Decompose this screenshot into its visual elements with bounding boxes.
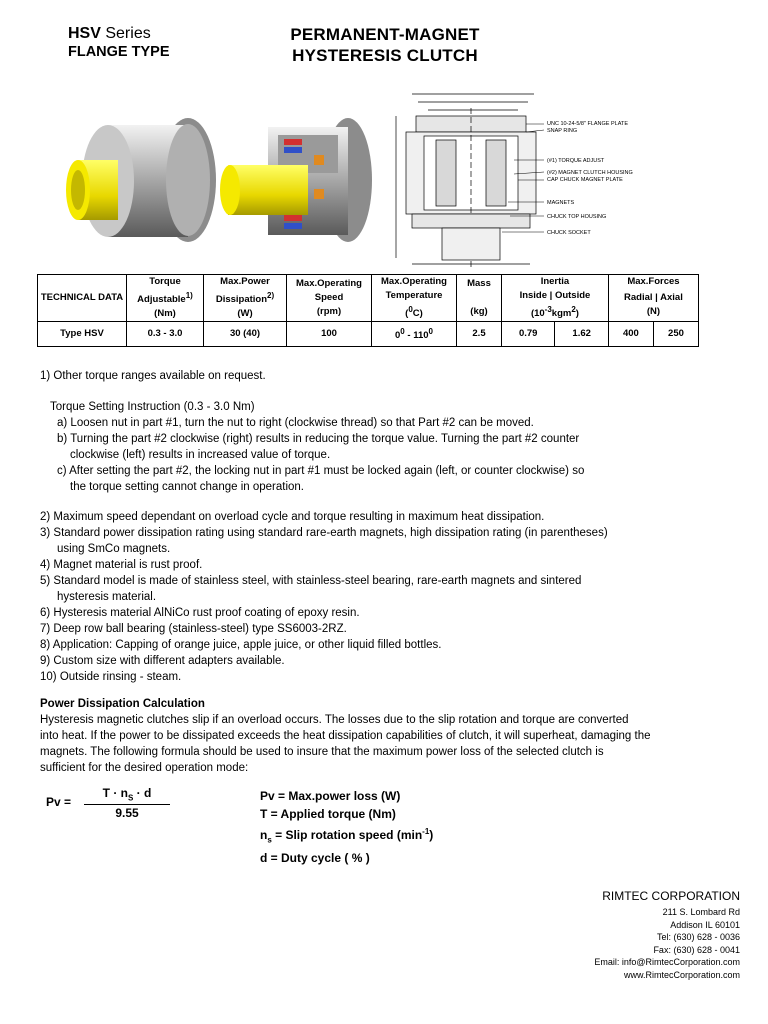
technical-drawing — [384, 88, 654, 270]
cell-torque: 0.3 - 3.0 — [127, 322, 204, 347]
power-para-2: into heat. If the power to be dissipated exceeds the heat dissipation capabilities of clutch, it will superheat, damaging the — [40, 730, 651, 742]
clutch-cutaway-photo — [218, 105, 378, 265]
col-temperature: Max.Operating Temperature ($^0$C) — [372, 275, 457, 322]
clutch-exterior-photo — [48, 105, 220, 265]
company-website[interactable]: www.RimtecCorporation.com — [623, 969, 740, 980]
power-title: Power Dissipation Calculation — [40, 698, 205, 710]
legend-ns: $n_s$ = Slip rotation speed $(\min^{-1})$ — [260, 827, 434, 845]
series-heading — [68, 24, 170, 62]
note-8: 8) Application: Capping of orange juice, apple juice, or other liquid filled bottles. — [40, 639, 442, 651]
formula-denominator: 9.55 — [115, 806, 139, 821]
legend-t: T = Applied torque (Nm) — [260, 807, 396, 821]
note-2: 2) Maximum speed dependant on overload cycle and torque resulting in maximum heat dissipation. — [40, 511, 545, 523]
note-7: 7) Deep row ball bearing (stainless-steel) type SS6003-2RZ. — [40, 623, 347, 635]
flange-type: FLANGE TYPE — [68, 44, 170, 60]
note-10: 10) Outside rinsing - steam. — [40, 671, 182, 683]
company-tel: Tel: (630) 628 - 0036 — [656, 932, 740, 942]
drawing-label-chuck-top: CHUCK TOP HOUSING — [547, 214, 607, 220]
title-line-2: HYSTERESIS CLUTCH — [292, 46, 478, 65]
company-address-1: 211 S. Lombard Rd — [662, 907, 740, 917]
drawing-label-flange: UNC 10-24-5/8" FLANGE PLATE — [547, 121, 629, 127]
note-3-cont: using SmCo magnets. — [57, 543, 171, 555]
col-speed: Max.Operating Speed (rpm) — [287, 275, 372, 322]
note-4: 4) Magnet material is rust proof. — [40, 559, 203, 571]
col-inertia: Inertia — [502, 275, 609, 290]
note-3: 3) Standard power dissipation rating using standard rare-earth magnets, high dissipation rating (in parentheses) — [40, 527, 608, 539]
page-title — [230, 24, 540, 66]
power-para-4: sufficient for the desired operation mode: — [40, 762, 249, 774]
cell-inertia-outside: 1.62 — [555, 322, 608, 347]
power-para-3: magnets. The following formula should be used to insure that the maximum power loss of the selected clutch is — [40, 746, 604, 758]
legend-pv: Pv = Max.power loss (W) — [260, 789, 401, 803]
formula-pv: Pv = — [46, 795, 72, 809]
formula-numerator: $T \cdot n_S \cdot d$ — [84, 786, 170, 805]
drawing-label-torque-adjust: (#1) TORQUE ADJUST — [547, 158, 605, 164]
cell-power: 30 (40) — [204, 322, 287, 347]
cell-temperature: $0^0 - 110^0$ — [372, 322, 457, 347]
setting-step-b-cont: clockwise (left) results in increased value of torque. — [70, 449, 331, 461]
note-6: 6) Hysteresis material AlNiCo rust proof coating of epoxy resin. — [40, 607, 360, 619]
col-torque: Torque Adjustable$^{1)}$ (Nm) — [127, 275, 204, 322]
note-1: 1) Other torque ranges available on request. — [40, 370, 266, 382]
formula-legend — [260, 787, 433, 867]
company-address-2: Addison IL 60101 — [670, 919, 740, 930]
drawing-label-housing: (#2) MAGNET CLUTCH HOUSING — [547, 170, 633, 176]
setting-step-b: b) Turning the part #2 clockwise (right) results in reducing the torque value. Turning the part #2 counter — [57, 433, 580, 445]
col-mass: Mass (kg) — [457, 275, 502, 322]
drawing-label-magnets: MAGNETS — [547, 200, 575, 206]
company-info — [594, 888, 740, 981]
series-suffix: Series — [105, 25, 151, 42]
series-name: HSV — [68, 25, 101, 42]
notes-section — [40, 368, 730, 685]
col-power: Max.Power Dissipation$^{2)}$ (W) — [204, 275, 287, 322]
company-email[interactable]: Email: info@RimtecCorporation.com — [594, 957, 740, 967]
torque-setting-title: Torque Setting Instruction (0.3 - 3.0 Nm) — [50, 401, 255, 413]
cell-mass: 2.5 — [457, 322, 502, 347]
setting-step-c-cont: the torque setting cannot change in operation. — [70, 481, 305, 493]
col-forces: Max.Forces — [608, 275, 698, 290]
power-para-1: Hysteresis magnetic clutches slip if an overload occurs. The losses due to the slip rotation and torque are converted — [40, 714, 629, 726]
col-technical-data: TECHNICAL DATA — [38, 275, 127, 322]
inertia-subheader: Inside | Outside $(10^{-3}kgm^2)$ — [502, 289, 609, 322]
setting-step-c: c) After setting the part #2, the locking nut in part #1 must be locked again (left, or counter clockwise) so — [57, 465, 585, 477]
company-name: RIMTEC CORPORATION — [602, 889, 740, 903]
note-5-cont: hysteresis material. — [57, 591, 157, 603]
note-9: 9) Custom size with different adapters available. — [40, 655, 285, 667]
company-fax: Fax: (630) 628 - 0041 — [653, 944, 740, 955]
formula-fraction — [84, 786, 170, 820]
cell-speed: 100 — [287, 322, 372, 347]
power-section — [40, 696, 740, 776]
cell-axial: 250 — [653, 322, 698, 347]
drawing-label-chuck-socket: CHUCK SOCKET — [547, 230, 591, 236]
cell-inertia-inside: 0.79 — [502, 322, 555, 347]
cell-type: Type HSV — [38, 322, 127, 347]
legend-d: d = Duty cycle ( % ) — [260, 851, 370, 866]
title-line-1: PERMANENT-MAGNET — [290, 25, 480, 44]
drawing-label-cap-chuck: CAP CHUCK MAGNET PLATE — [547, 177, 623, 183]
drawing-label-snap-ring: SNAP RING — [547, 128, 578, 134]
forces-subheader: Radial | Axial (N) — [608, 289, 698, 322]
cell-radial: 400 — [608, 322, 653, 347]
technical-data-table — [37, 274, 699, 347]
setting-step-a: a) Loosen nut in part #1, turn the nut to right (clockwise thread) so that Part #2 can be moved. — [57, 417, 534, 429]
note-5: 5) Standard model is made of stainless steel, with stainless-steel bearing, rare-earth magnets and sintered — [40, 575, 582, 587]
table-row — [38, 322, 699, 347]
